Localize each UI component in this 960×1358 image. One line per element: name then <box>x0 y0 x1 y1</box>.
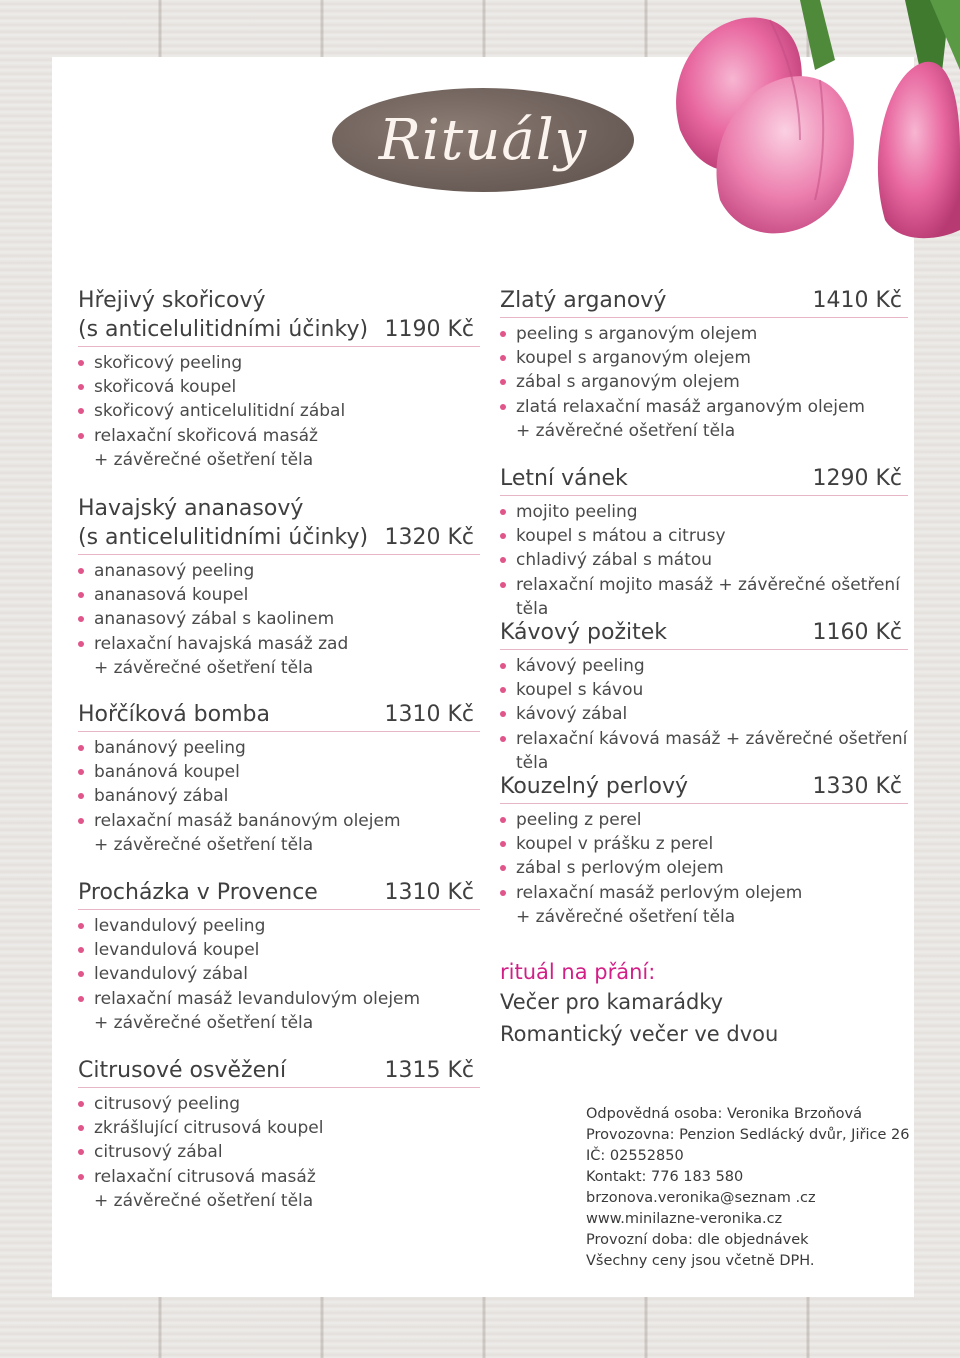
step-extra: + závěrečné ošetření těla <box>94 657 314 678</box>
ritual-item <box>500 618 908 772</box>
bullet-icon <box>78 769 84 775</box>
step-item: koupel v prášku z perel <box>500 832 908 856</box>
step-item: mojito peeling <box>500 500 908 524</box>
step-item: chladivý zábal s mátou <box>500 548 908 572</box>
ritual-name-subtitle: (s anticelulitidními účinky) <box>78 525 369 550</box>
bullet-icon <box>78 408 84 414</box>
ritual-item <box>500 464 908 618</box>
bullet-icon <box>78 793 84 799</box>
bullet-icon <box>78 592 84 598</box>
info-line: www.minilazne-veronika.cz <box>586 1211 783 1227</box>
step-item: citrusový peeling <box>78 1092 480 1116</box>
left-ritual-list <box>78 286 480 1226</box>
step-item: levandulová koupel <box>78 938 480 962</box>
step-extra: + závěrečné ošetření těla <box>94 834 314 855</box>
ritual-item <box>78 1056 480 1226</box>
ritual-header <box>78 878 480 910</box>
step-item: koupel s arganovým olejem <box>500 346 908 370</box>
info-line: Provozní doba: dle objednávek <box>586 1232 809 1248</box>
info-line: brzonova.veronika@seznam .cz <box>586 1190 816 1206</box>
ritual-price: 1310 Kč <box>384 880 474 905</box>
step-item: skořicová koupel <box>78 375 480 399</box>
step-extra: + závěrečné ošetření těla <box>516 906 736 927</box>
info-line: Provozovna: Penzion Sedlácký dvůr, Jiřice 26 <box>586 1127 910 1143</box>
bullet-icon <box>500 331 506 337</box>
ritual-price: 1310 Kč <box>384 702 474 727</box>
title-badge <box>332 88 634 192</box>
step-item: levandulový peeling <box>78 914 480 938</box>
ritual-price: 1290 Kč <box>812 466 902 491</box>
ritual-header <box>500 772 908 804</box>
ritual-name: Kouzelný perlový <box>500 774 689 799</box>
bullet-icon <box>500 582 506 588</box>
step-item: relaxační havajská masáž zad <box>78 632 480 656</box>
ritual-price: 1190 Kč <box>384 317 474 342</box>
step-extra: + závěrečné ošetření těla <box>94 449 314 470</box>
bullet-icon <box>78 818 84 824</box>
bullet-icon <box>78 745 84 751</box>
bullet-icon <box>78 971 84 977</box>
step-item: relaxační skořicová masáž <box>78 424 480 448</box>
wish-item: Večer pro kamarádky <box>500 990 724 1014</box>
bullet-icon <box>500 890 506 896</box>
ritual-header <box>78 494 480 555</box>
step-item: zábal s arganovým olejem <box>500 370 908 394</box>
info-line: Kontakt: 776 183 580 <box>586 1169 744 1185</box>
ritual-header <box>500 618 908 650</box>
right-ritual-list <box>500 286 908 1050</box>
ritual-name: Havajský ananasový <box>78 496 304 521</box>
step-item: relaxační kávová masáž + závěrečné ošetření těla <box>500 727 908 775</box>
bullet-icon <box>78 568 84 574</box>
ritual-header <box>500 286 908 318</box>
step-item: zlatá relaxační masáž arganovým olejem <box>500 395 908 419</box>
bullet-icon <box>78 433 84 439</box>
ritual-name: Zlatý arganový <box>500 288 667 313</box>
bullet-icon <box>500 355 506 361</box>
contact-info <box>586 1104 910 1272</box>
step-item: peeling z perel <box>500 808 908 832</box>
ritual-price: 1315 Kč <box>384 1058 474 1083</box>
step-item: citrusový zábal <box>78 1140 480 1164</box>
step-item: zábal s perlovým olejem <box>500 856 908 880</box>
step-item: relaxační masáž perlovým olejem <box>500 881 908 905</box>
step-extra: + závěrečné ošetření těla <box>516 420 736 441</box>
bullet-icon <box>78 947 84 953</box>
step-item: kávový peeling <box>500 654 908 678</box>
step-item: levandulový zábal <box>78 962 480 986</box>
step-item: relaxační masáž levandulovým olejem <box>78 987 480 1011</box>
step-item: peeling s arganovým olejem <box>500 322 908 346</box>
ritual-item <box>78 700 480 878</box>
ritual-name-subtitle: (s anticelulitidními účinky) <box>78 317 369 342</box>
bullet-icon <box>500 557 506 563</box>
wish-item: Romantický večer ve dvou <box>500 1022 779 1046</box>
step-item: relaxační mojito masáž + závěrečné ošetření těla <box>500 573 908 621</box>
wish-label: rituál na přání: <box>500 960 656 984</box>
bullet-icon <box>500 711 506 717</box>
bullet-icon <box>500 736 506 742</box>
ritual-header <box>78 286 480 347</box>
ritual-item <box>78 878 480 1056</box>
bullet-icon <box>78 1101 84 1107</box>
ritual-header <box>78 1056 480 1088</box>
step-item: relaxační masáž banánovým olejem <box>78 809 480 833</box>
step-item: ananasová koupel <box>78 583 480 607</box>
bullet-icon <box>500 533 506 539</box>
bullet-icon <box>78 1125 84 1131</box>
step-item: zkrášlující citrusová koupel <box>78 1116 480 1140</box>
wish-section <box>500 958 908 1050</box>
info-line: Všechny ceny jsou včetně DPH. <box>586 1253 815 1269</box>
step-item: ananasový zábal s kaolinem <box>78 607 480 631</box>
bullet-icon <box>500 379 506 385</box>
step-item: skořicový peeling <box>78 351 480 375</box>
step-extra: + závěrečné ošetření těla <box>94 1190 314 1211</box>
ritual-price: 1320 Kč <box>384 525 474 550</box>
bullet-icon <box>78 1174 84 1180</box>
ritual-name: Hřejivý skořicový <box>78 288 266 313</box>
bullet-icon <box>78 996 84 1002</box>
ritual-header <box>78 700 480 732</box>
bullet-icon <box>78 360 84 366</box>
ritual-header <box>500 464 908 496</box>
step-item: banánový zábal <box>78 784 480 808</box>
page-title: Rituály <box>378 107 588 173</box>
step-item: banánový peeling <box>78 736 480 760</box>
ritual-price: 1330 Kč <box>812 774 902 799</box>
ritual-price: 1160 Kč <box>812 620 902 645</box>
step-item: koupel s kávou <box>500 678 908 702</box>
step-item: relaxační citrusová masáž <box>78 1165 480 1189</box>
bullet-icon <box>78 384 84 390</box>
step-item: ananasový peeling <box>78 559 480 583</box>
step-item: kávový zábal <box>500 702 908 726</box>
step-item: banánová koupel <box>78 760 480 784</box>
step-item: koupel s mátou a citrusy <box>500 524 908 548</box>
ritual-price: 1410 Kč <box>812 288 902 313</box>
ritual-name: Kávový požitek <box>500 620 668 645</box>
bullet-icon <box>500 817 506 823</box>
info-line: IČ: 02552850 <box>586 1148 684 1164</box>
bullet-icon <box>500 687 506 693</box>
ritual-item <box>78 494 480 700</box>
bullet-icon <box>78 616 84 622</box>
ritual-name: Hořčíková bomba <box>78 702 270 727</box>
bullet-icon <box>500 865 506 871</box>
ritual-item <box>78 286 480 494</box>
tulips-image <box>650 0 960 245</box>
bullet-icon <box>78 923 84 929</box>
bullet-icon <box>500 841 506 847</box>
step-extra: + závěrečné ošetření těla <box>94 1012 314 1033</box>
ritual-name: Citrusové osvěžení <box>78 1058 287 1083</box>
bullet-icon <box>500 509 506 515</box>
bullet-icon <box>78 1149 84 1155</box>
bullet-icon <box>500 663 506 669</box>
ritual-item <box>500 286 908 464</box>
ritual-item <box>500 772 908 936</box>
bullet-icon <box>500 404 506 410</box>
ritual-name: Letní vánek <box>500 466 628 491</box>
bullet-icon <box>78 641 84 647</box>
info-line: Odpovědná osoba: Veronika Brzoňová <box>586 1106 862 1122</box>
step-item: skořicový anticelulitidní zábal <box>78 399 480 423</box>
ritual-name: Procházka v Provence <box>78 880 318 905</box>
